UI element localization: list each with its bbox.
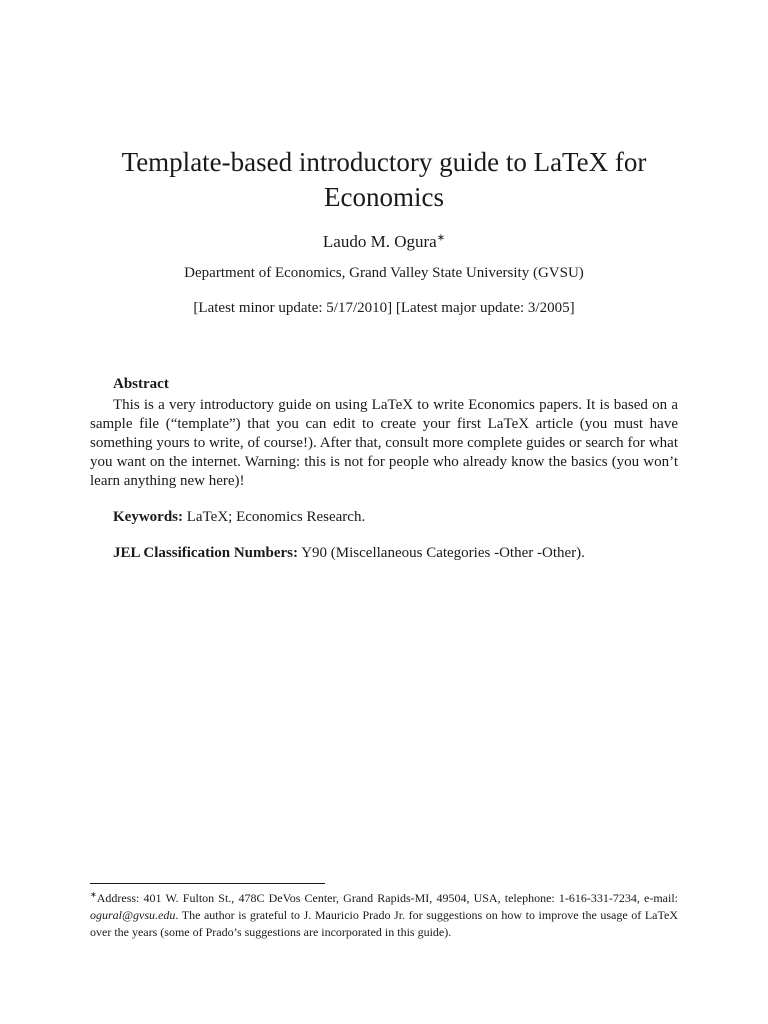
footnote-text-start: Address: 401 W. Fulton St., 478C DeVos Center, Grand Rapids-MI, 49504, USA, telephone: 1-616-331-7234, e-mail: [96,891,678,905]
paper-title: Template-based introductory guide to LaTeX for Economics [121,147,647,212]
keywords-value: LaTeX; Economics Research. [186,509,366,525]
abstract-heading: Abstract [113,376,169,392]
footnote-email: ogural@gvsu.edu [90,908,176,922]
author-footnote-mark: ∗ [436,232,446,244]
author-affiliation: Department of Economics, Grand Valley State University (GVSU) [184,265,584,281]
keywords-label: Keywords: [113,509,183,525]
footnote [90,886,678,941]
jel-label: JEL Classification Numbers: [113,545,299,561]
abstract-text: This is a very introductory guide on using LaTeX to write Economics papers. It is based on a sample file (“template”) that you can edit to create your first LaTeX article (you must have something yours to write, of course!). After that, consult more complete guides or search for what you want on the internet. Warning: this is not for people who already know the basics (you won’t learn anything new here)! [90,397,678,489]
jel-value: Y90 (Miscellaneous Categories -Other -Other). [301,545,585,561]
footnote-divider [90,883,325,884]
jel-line [113,545,678,562]
footnote-mark: ∗ [90,890,97,899]
update-dates: [Latest minor update: 5/17/2010] [Latest major update: 3/2005] [193,300,575,316]
author-name: Laudo M. Ogura [322,232,437,251]
footnote-text-end: . The author is grateful to J. Mauricio Prado Jr. for suggestions on how to improve the usage of LaTeX over the years (some of Prado’s suggestions are incorporated in this guide). [90,908,678,939]
keywords-line [113,509,678,526]
author-line [90,232,678,252]
